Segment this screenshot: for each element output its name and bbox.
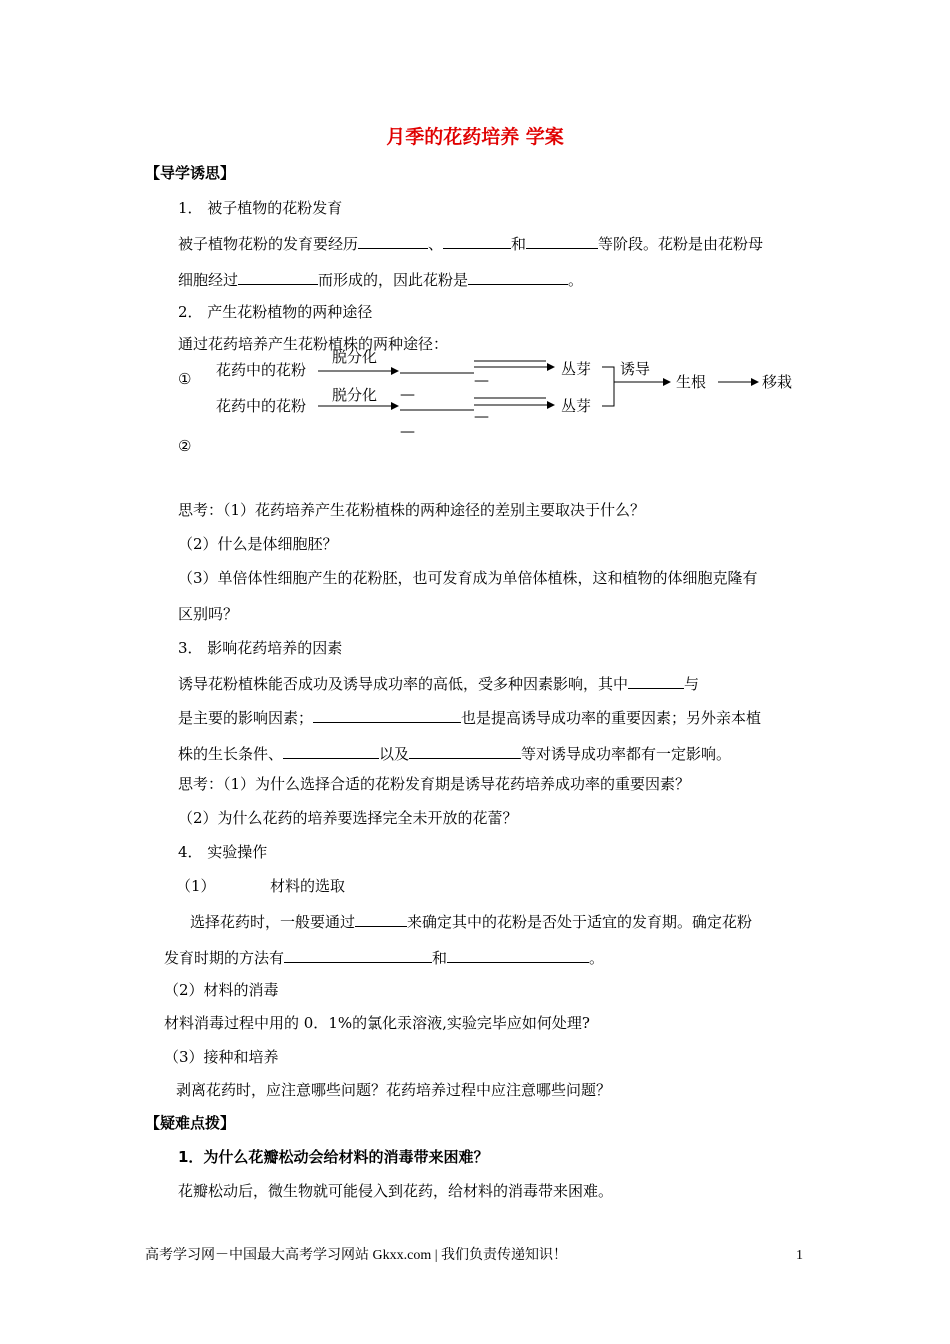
p4-s1-line2 [164, 946, 604, 968]
p1-line1-sep1: 、 [428, 235, 444, 253]
p2-think2: （2）什么是体细胞胚？ [178, 535, 338, 553]
dash-1: — [400, 385, 415, 403]
p3-line1-text-a: 诱导花粉植株能否成功及诱导成功率的高低，受多种因素影响，其中 [178, 675, 629, 693]
p3-line1 [178, 672, 699, 694]
blank-field[interactable] [409, 742, 521, 759]
p1-line2-text-b: 而形成的，因此花粉是 [318, 271, 469, 289]
p2-intro: 通过花药培养产生花粉植株的两种途径： [178, 335, 449, 353]
p3-think1: 思考：（1）为什么选择合适的花粉发育期是诱导花药培养成功率的重要因素？ [178, 775, 691, 793]
p1-line1-sep2: 和 [511, 235, 527, 253]
p4-s2-title: （2）材料的消毒 [164, 981, 279, 999]
p4-s3-text: 剥离花药时，应注意哪些问题？花药培养过程中应注意哪些问题？ [176, 1081, 612, 1099]
p1-heading: 1． 被子植物的花粉发育 [178, 199, 343, 217]
p4-s1-line2-text-a: 发育时期的方法有 [164, 949, 285, 967]
p3-heading: 3． 影响花药培养的因素 [178, 639, 343, 657]
p4-s1-line1 [190, 910, 752, 932]
p2-think3b: 区别吗？ [178, 605, 239, 623]
q1-question: 1．为什么花瓣松动会给材料的消毒带来困难？ [178, 1148, 489, 1166]
p4-s1-line2-text-b: 和 [432, 949, 448, 967]
root-label: 生根 [676, 373, 707, 391]
bud-2: 丛芽 [561, 397, 592, 415]
marker-1: ① [178, 370, 192, 388]
induce-label: 诱导 [620, 360, 651, 378]
bud-1: 丛芽 [561, 360, 592, 378]
p4-s1-title: 材料的选取 [270, 877, 346, 895]
p1-line1-text-b: 等阶段。花粉是由花粉母 [598, 235, 764, 253]
p3-think2: （2）为什么花药的培养要选择完全未开放的花蕾？ [178, 809, 518, 827]
p4-heading: 4． 实验操作 [178, 843, 268, 861]
dash-3: — [400, 422, 415, 440]
p4-s1-line2-text-c: 。 [589, 949, 605, 967]
page-title: 月季的花药培养 学案 [386, 126, 564, 148]
p3-line3 [178, 742, 731, 764]
p4-s1-line1-text-a: 选择花药时，一般要通过 [190, 913, 356, 931]
section-guide-heading: 【导学诱思】 [145, 164, 236, 182]
p1-line1-text-a: 被子植物花粉的发育要经历 [178, 235, 359, 253]
p4-s1-num: （1） [176, 877, 216, 895]
p2-think1: 思考：（1）花药培养产生花粉植株的两种途径的差别主要取决于什么？ [178, 501, 646, 519]
dash-4: — [474, 407, 489, 425]
blank-field[interactable] [355, 910, 407, 927]
bracket [602, 367, 614, 406]
p3-line2-text-a: 是主要的影响因素； [178, 709, 314, 727]
pathway-arrows [0, 0, 950, 470]
dediff-label-1: 脱分化 [332, 348, 378, 366]
footer-text: 高考学习网－中国最大高考学习网站 Gkxx.com | 我们负责传递知识！ [145, 1248, 568, 1263]
p3-line3-text-a: 株的生长条件、 [178, 745, 284, 763]
p3-line1-text-b: 与 [684, 675, 700, 693]
page-number: 1 [796, 1248, 803, 1263]
marker-2: ② [178, 437, 192, 455]
p3-line3-text-c: 等对诱导成功率都有一定影响。 [521, 745, 732, 763]
p2-heading: 2． 产生花粉植物的两种途径 [178, 303, 373, 321]
dash-2: — [474, 371, 489, 389]
p4-s3-title: （3）接种和培养 [164, 1048, 279, 1066]
p1-line2-text-a: 细胞经过 [178, 271, 239, 289]
blank-field[interactable] [283, 742, 379, 759]
p3-line3-text-b: 以及 [379, 745, 410, 763]
p2-think3a: （3）单倍体性细胞产生的花粉胚，也可发育成为单倍体植株，这和植物的体细胞克隆有 [178, 569, 758, 587]
blank-field[interactable] [313, 706, 461, 723]
blank-field[interactable] [628, 672, 684, 689]
p4-s1-line1-text-b: 来确定其中的花粉是否处于适宜的发育期。确定花粉 [407, 913, 753, 931]
source-2: 花药中的花粉 [216, 397, 307, 415]
blank-field[interactable] [447, 946, 589, 963]
p1-line2-text-c: 。 [568, 271, 584, 289]
blank-field[interactable] [284, 946, 432, 963]
source-1: 花药中的花粉 [216, 361, 307, 379]
p3-line2-text-b: 也是提高诱导成功率的重要因素；另外亲本植 [461, 709, 762, 727]
p3-line2 [178, 706, 761, 728]
section-difficulty-heading: 【疑难点拨】 [145, 1114, 236, 1132]
dediff-label-2: 脱分化 [332, 386, 378, 404]
p4-s2-text: 材料消毒过程中用的 0．1%的氯化汞溶液,实验完毕应如何处理? [164, 1014, 590, 1032]
q1-answer: 花瓣松动后，微生物就可能侵入到花药，给材料的消毒带来困难。 [178, 1182, 614, 1200]
transplant-label: 移栽 [762, 373, 793, 391]
